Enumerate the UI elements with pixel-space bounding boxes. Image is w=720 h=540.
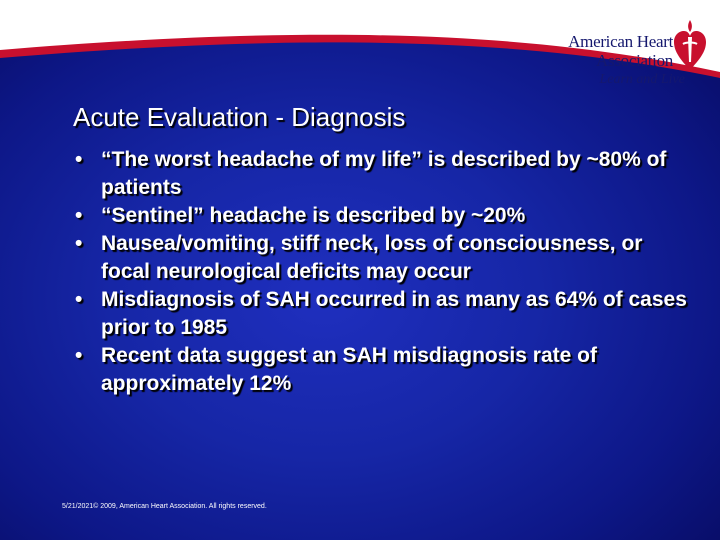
bullet-item [73, 202, 693, 230]
heart-torch-icon [673, 18, 707, 72]
slide-title: Acute Evaluation - Diagnosis [73, 102, 406, 132]
bullet-marker: • [75, 232, 83, 255]
bullet-text: Misdiagnosis of SAH occurred in as many as 64% of cases prior to 1985 [101, 288, 687, 339]
aha-logo [555, 12, 715, 94]
slide-footer: 5/21/2021© 2009, American Heart Association. All rights reserved. [62, 503, 267, 510]
bullet-text: Nausea/vomiting, stiff neck, loss of consciousness, or focal neurological deficits may occur [101, 232, 643, 283]
bullet-marker: • [75, 204, 83, 227]
bullet-item [73, 146, 693, 202]
bullet-text: Recent data suggest an SAH misdiagnosis rate of approximately 12% [101, 344, 597, 395]
logo-text-line1: American Heart [568, 32, 673, 51]
bullet-item [73, 342, 693, 398]
bullet-list [73, 146, 693, 398]
bullet-text: “The worst headache of my life” is described by ~80% of patients [101, 148, 667, 199]
bullet-text: “Sentinel” headache is described by ~20% [101, 204, 526, 227]
bullet-marker: • [75, 288, 83, 311]
bullet-item [73, 230, 693, 286]
logo-text-line2: Association [596, 51, 673, 70]
bullet-item [73, 286, 693, 342]
logo-tagline: Learn and Live [599, 72, 685, 87]
bullet-marker: • [75, 148, 83, 171]
bullet-marker: • [75, 344, 83, 367]
